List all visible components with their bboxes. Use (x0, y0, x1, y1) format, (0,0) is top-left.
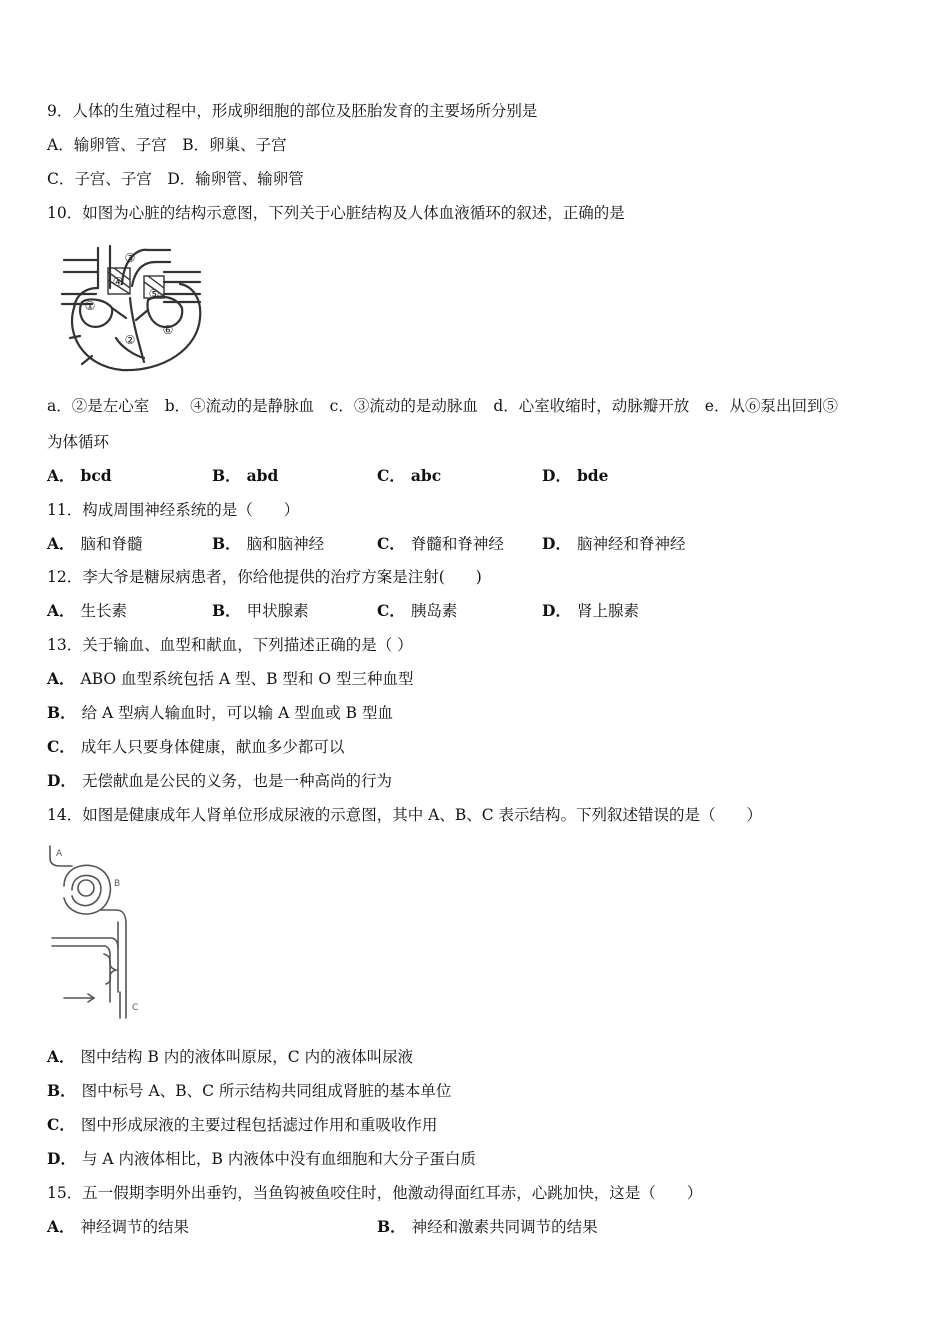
option-label: C． (377, 534, 405, 553)
q9-stem: 9．人体的生殖过程中，形成卵细胞的部位及胚胎发育的主要场所分别是 (47, 102, 538, 120)
option-text: 成年人只要身体健康，献血多少都可以 (80, 738, 345, 756)
q15-stem: 15．五一假期李明外出垂钓，当鱼钩被鱼咬住时，他激动得面红耳赤，心跳加快，这是（ ） (47, 1184, 703, 1202)
option-label: D． (542, 601, 571, 620)
option-label: A． (47, 669, 75, 688)
heart-label-1: ① (84, 299, 96, 313)
option-label: A． (47, 466, 75, 485)
q11-option-a (47, 534, 143, 554)
option-text: bcd (80, 466, 112, 485)
q14-option-d (47, 1149, 476, 1169)
q13-stem: 13．关于输血、血型和献血，下列描述正确的是（ ） (47, 636, 413, 654)
option-text: abd (246, 466, 279, 485)
option-label: D． (542, 466, 571, 485)
option-text: 甲状腺素 (246, 602, 309, 620)
option-label: B． (212, 534, 241, 553)
q9-options-row2: C．子宫、子宫 D．输卵管、输卵管 (47, 170, 304, 188)
q14-option-a (47, 1047, 413, 1067)
heart-label-4: ④ (112, 275, 124, 289)
q14-stem: 14．如图是健康成年人肾单位形成尿液的示意图，其中 A、B、C 表示结构。下列叙述错误的是（ ） (47, 806, 763, 824)
option-label: B． (47, 703, 76, 722)
q11-stem: 11．构成周围神经系统的是（ ） (47, 501, 300, 519)
q14-option-c (47, 1115, 437, 1135)
q14-option-b (47, 1081, 451, 1101)
q11-option-c (377, 534, 504, 554)
option-text: 图中标号 A、B、C 所示结构共同组成肾脏的基本单位 (81, 1082, 452, 1100)
heart-structure-figure (52, 238, 204, 376)
nephron-label-a: A (56, 849, 63, 859)
q10-stem: 10．如图为心脏的结构示意图，下列关于心脏结构及人体血液循环的叙述，正确的是 (47, 204, 625, 222)
heart-label-6: ⑥ (162, 323, 174, 337)
heart-diagram-svg (52, 238, 204, 376)
q13-option-b (47, 703, 393, 723)
option-text: ABO 血型系统包括 A 型、B 型和 O 型三种血型 (80, 670, 414, 688)
q12-option-d (542, 601, 639, 621)
q13-option-a (47, 669, 413, 689)
option-text: 生长素 (80, 602, 128, 620)
nephron-label-c: C (132, 1003, 139, 1013)
option-text: 脑和脊髓 (80, 535, 143, 553)
q15-option-b (377, 1217, 598, 1237)
heart-label-5: ⑤ (148, 287, 160, 301)
q12-option-a (47, 601, 127, 621)
q12-option-c (377, 601, 457, 621)
nephron-figure (44, 842, 144, 1024)
option-label: D． (542, 534, 571, 553)
q10-option-a (47, 466, 112, 486)
option-label: B． (212, 466, 241, 485)
option-text: 脑神经和脊神经 (576, 535, 686, 553)
heart-label-2: ② (124, 333, 136, 347)
option-text: 神经和激素共同调节的结果 (411, 1218, 598, 1236)
q13-option-d (47, 771, 392, 791)
option-label: A． (47, 1047, 75, 1066)
option-text: 给 A 型病人输血时，可以输 A 型血或 B 型血 (81, 704, 393, 722)
option-label: A． (47, 601, 75, 620)
q10-option-c (377, 466, 441, 486)
option-text: 与 A 内液体相比，B 内液体中没有血细胞和大分子蛋白质 (81, 1150, 476, 1168)
q10-statements-line2: 为体循环 (47, 433, 110, 451)
option-text: 肾上腺素 (576, 602, 639, 620)
option-label: B． (377, 1217, 406, 1236)
option-text: 神经调节的结果 (80, 1218, 190, 1236)
q12-stem: 12．李大爷是糖尿病患者，你给他提供的治疗方案是注射( ) (47, 568, 482, 586)
option-label: D． (47, 1149, 76, 1168)
option-label: A． (47, 534, 75, 553)
nephron-diagram-svg (44, 842, 144, 1024)
q15-option-a (47, 1217, 189, 1237)
q10-statements-line1: a．②是左心室 b．④流动的是静脉血 c．③流动的是动脉血 d．心室收缩时，动脉瓣开放 e．从⑥泵出回到⑤ (47, 397, 838, 415)
q11-option-d (542, 534, 685, 554)
q10-option-d (542, 466, 609, 486)
option-text: bde (576, 466, 609, 485)
option-text: 胰岛素 (410, 602, 458, 620)
q13-option-c (47, 737, 344, 757)
option-label: C． (377, 466, 405, 485)
option-label: B． (47, 1081, 76, 1100)
option-label: C． (377, 601, 405, 620)
option-label: C． (47, 1115, 75, 1134)
option-text: 图中形成尿液的主要过程包括滤过作用和重吸收作用 (80, 1116, 438, 1134)
option-text: 无偿献血是公民的义务，也是一种高尚的行为 (81, 772, 392, 790)
q10-option-b (212, 466, 278, 486)
option-label: A． (47, 1217, 75, 1236)
option-text: 脊髓和脊神经 (410, 535, 504, 553)
option-label: C． (47, 737, 75, 756)
option-label: B． (212, 601, 241, 620)
option-text: abc (410, 466, 442, 485)
option-text: 图中结构 B 内的液体叫原尿，C 内的液体叫尿液 (80, 1048, 414, 1066)
q12-option-b (212, 601, 309, 621)
heart-label-3: ③ (124, 251, 136, 265)
nephron-label-b: B (114, 879, 121, 889)
option-label: D． (47, 771, 76, 790)
q9-options-row1: A．输卵管、子宫 B．卵巢、子宫 (47, 136, 287, 154)
q11-option-b (212, 534, 324, 554)
option-text: 脑和脑神经 (246, 535, 325, 553)
